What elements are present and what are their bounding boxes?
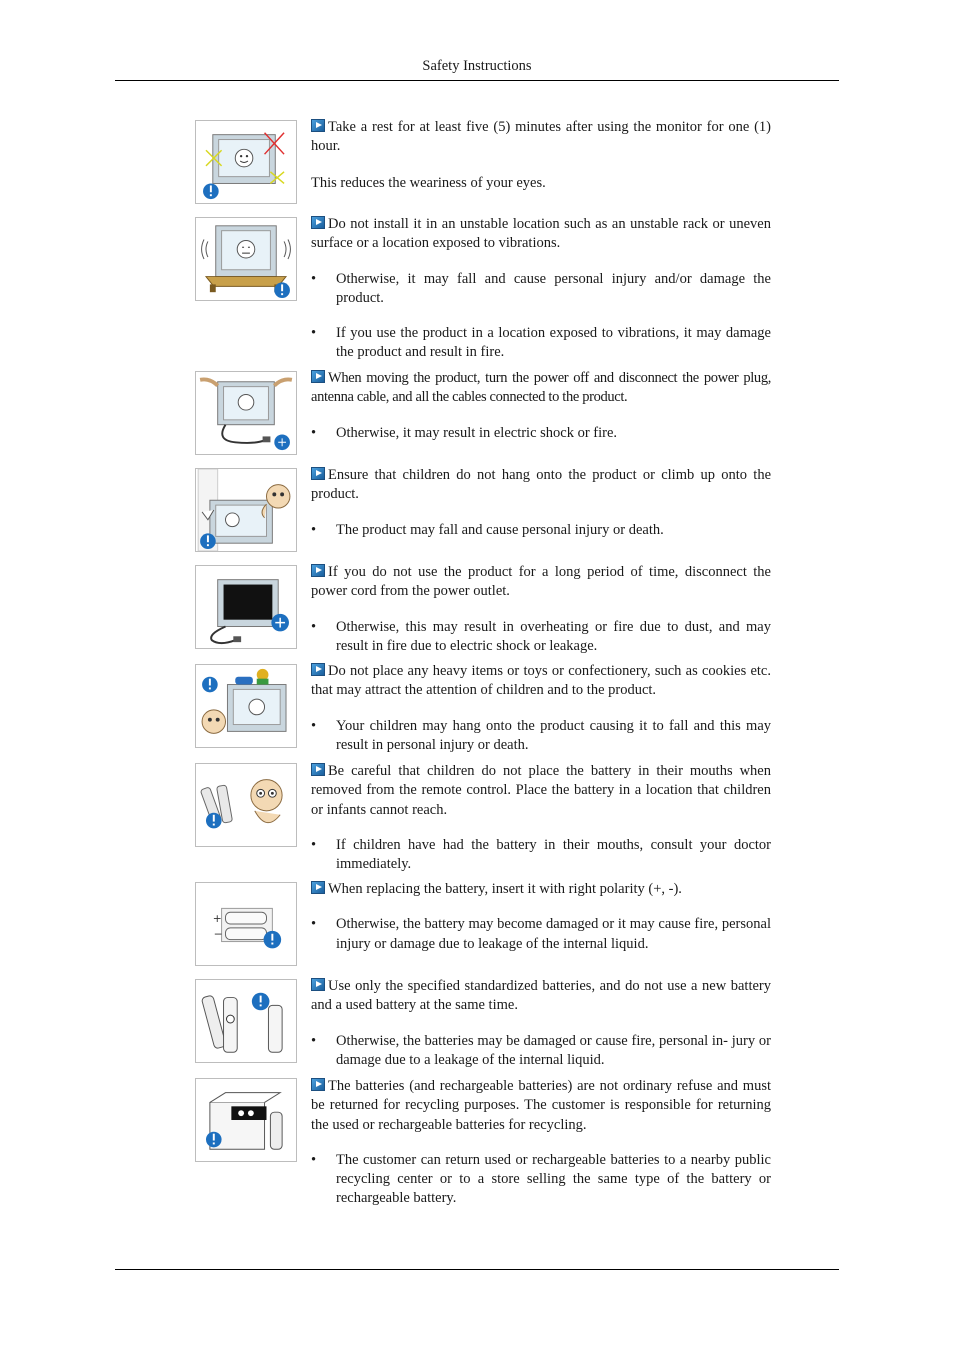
unplug-monitor-icon — [195, 565, 297, 649]
instruction-lead-text: Do not place any heavy items or toys or confectionery, such as cookies etc. that may attract the attention of children and to the product. — [311, 663, 771, 699]
header-rule — [115, 80, 839, 81]
instruction-lead-text: Take a rest for at least five (5) minutes after using the monitor for one (1) hour. — [311, 119, 771, 155]
instruction-lead — [311, 662, 771, 701]
instruction-lead — [311, 118, 771, 157]
bullet-list — [311, 618, 771, 657]
play-bullet-icon — [311, 1078, 325, 1091]
mixed-batteries-icon — [195, 979, 297, 1063]
instruction-note: This reduces the weariness of your eyes. — [311, 174, 546, 191]
instruction-lead — [311, 977, 771, 1016]
instruction-lead-text: The batteries (and rechargeable batteries) are not ordinary refuse and must be returned for recycling purposes. The customer is responsible for returning the used or rechargeable batteries for recycling. — [311, 1078, 771, 1133]
instruction-lead — [311, 215, 771, 254]
list-item: • Otherwise, it may result in electric shock or fire. — [311, 424, 771, 443]
child-climbing-icon — [195, 468, 297, 552]
play-bullet-icon — [311, 564, 325, 577]
play-bullet-icon — [311, 467, 325, 480]
list-item: • If you use the product in a location exposed to vibrations, it may damage the product and result in fire. — [311, 324, 771, 363]
bullet-list — [311, 270, 771, 363]
instruction-lead-text: If you do not use the product for a long period of time, disconnect the power cord from the power outlet. — [311, 564, 771, 600]
play-bullet-icon — [311, 881, 325, 894]
list-item: • If children have had the battery in their mouths, consult your doctor immediately. — [311, 836, 771, 875]
bullet-list — [311, 1032, 771, 1071]
instruction-lead-text: Ensure that children do not hang onto the product or climb up onto the product. — [311, 467, 771, 503]
footer-rule — [115, 1269, 839, 1270]
bullet-list — [311, 424, 771, 443]
bullet-list — [311, 1151, 771, 1209]
list-item: • The product may fall and cause personal injury or death. — [311, 521, 771, 540]
instruction-lead — [311, 1077, 771, 1135]
play-bullet-icon — [311, 978, 325, 991]
list-item: • Otherwise, it may fall and cause personal injury and/or damage the product. — [311, 270, 771, 309]
list-item: • Otherwise, the battery may become damaged or it may cause fire, personal injury or damage due to leakage of the internal liquid. — [311, 915, 771, 954]
list-item: • The customer can return used or rechargeable batteries to a nearby public recycling center or to a store selling the same type of the battery or rechargeable battery. — [311, 1151, 771, 1209]
play-bullet-icon — [311, 216, 325, 229]
monitor-vibration-icon — [195, 217, 297, 301]
bullet-list — [311, 717, 771, 756]
instruction-lead-text: Do not install it in an unstable location such as an unstable rack or uneven surface or a location exposed to vibrations. — [311, 216, 771, 252]
bullet-list — [311, 521, 771, 540]
play-bullet-icon — [311, 370, 325, 383]
toys-on-monitor-icon — [195, 664, 297, 748]
page-header-title: Safety Instructions — [422, 58, 532, 74]
svg-text:−: − — [213, 927, 223, 941]
monitor-rest-icon — [195, 120, 297, 204]
list-item: • Otherwise, the batteries may be damaged or cause fire, personal in- jury or damage due to a leakage of the internal liquid. — [311, 1032, 771, 1071]
bullet-list — [311, 915, 771, 954]
monitor-moving-icon — [195, 371, 297, 455]
instruction-lead — [311, 563, 771, 602]
list-item: • Your children may hang onto the product causing it to fall and this may result in personal injury or death. — [311, 717, 771, 756]
instruction-lead — [311, 880, 771, 899]
svg-text:+: + — [212, 912, 222, 926]
instruction-lead-text: Use only the specified standardized batteries, and do not use a new battery and a used battery at the same time. — [311, 978, 771, 1014]
play-bullet-icon — [311, 663, 325, 676]
list-item: • Otherwise, this may result in overheating or fire due to dust, and may result in fire due to electric shock or leakage. — [311, 618, 771, 657]
bullet-list — [311, 836, 771, 875]
instruction-lead-text: Be careful that children do not place the battery in their mouths when removed from the remote control. Place the battery in a location that children or infants cannot reach. — [311, 763, 771, 818]
instruction-lead — [311, 466, 771, 505]
instruction-lead-text: When moving the product, turn the power off and disconnect the power plug, antenna cable, and all the cables connected to the product. — [311, 370, 771, 406]
child-battery-icon — [195, 763, 297, 847]
instruction-lead — [311, 369, 771, 408]
battery-recycling-icon — [195, 1078, 297, 1162]
instruction-lead — [311, 762, 771, 820]
battery-polarity-icon — [195, 882, 297, 966]
play-bullet-icon — [311, 119, 325, 132]
play-bullet-icon — [311, 763, 325, 776]
instruction-lead-text: When replacing the battery, insert it with right polarity (+, -). — [328, 881, 682, 897]
